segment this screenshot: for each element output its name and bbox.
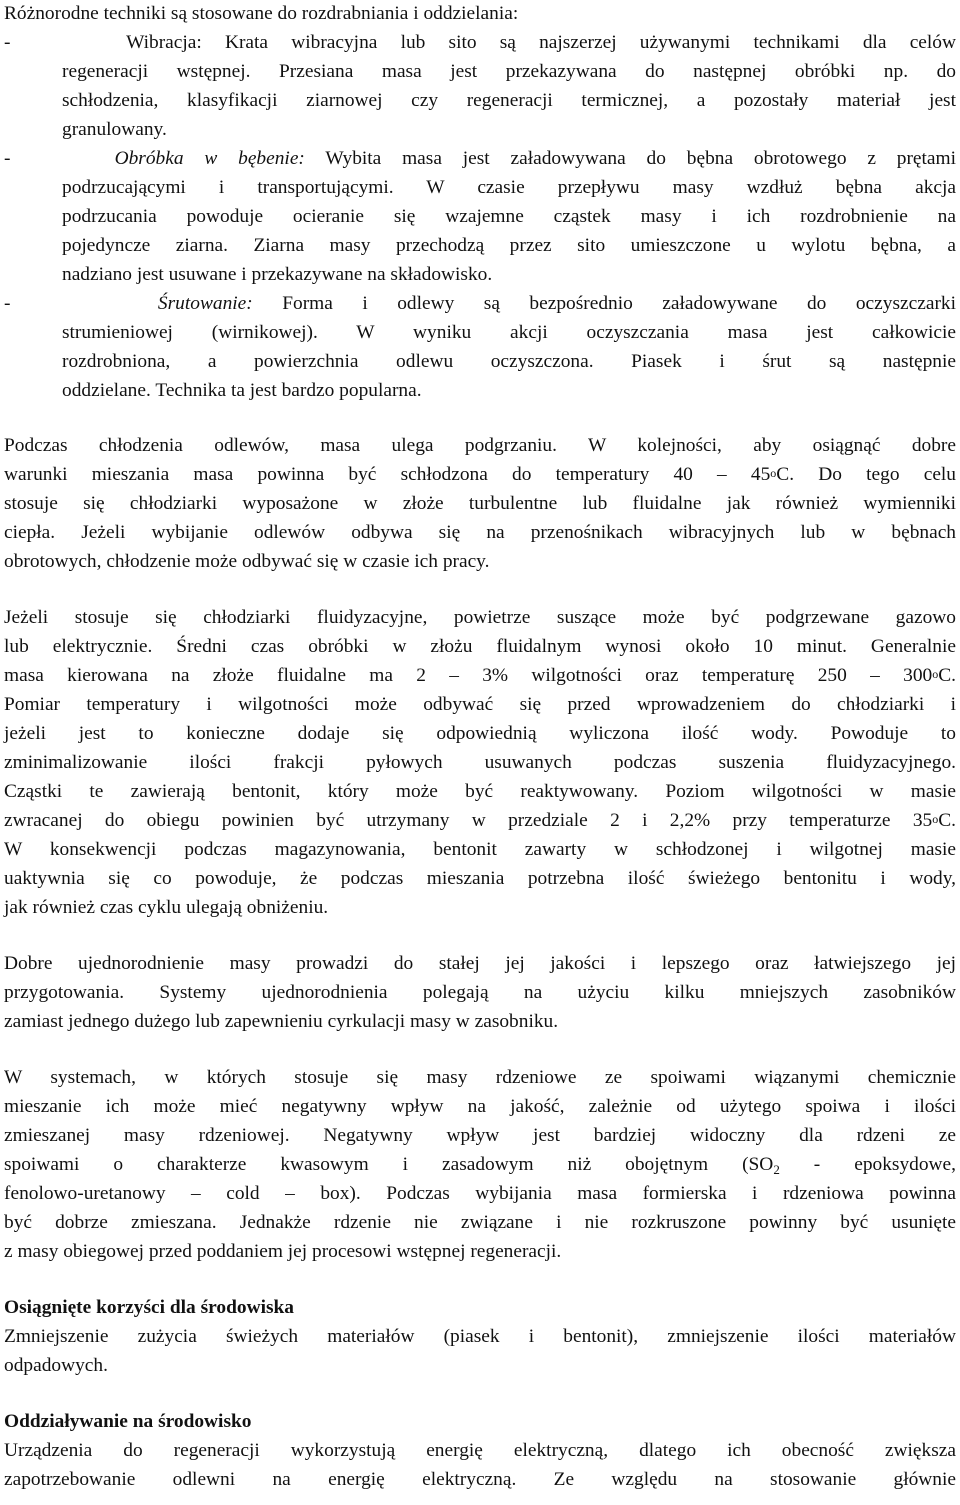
text: - epoksydowe, xyxy=(779,1154,957,1175)
paragraph-line: W systemach, w których stosuje się masy rdzeniowe ze spoiwami wiązanymi chemicznie xyxy=(4,1067,956,1088)
list-item-line: granulowany. xyxy=(62,119,167,140)
text: C. xyxy=(938,665,956,686)
list-item-line: podrzucającymi i transportującymi. W czasie przepływu masy wzdłuż bębna akcja xyxy=(62,177,956,198)
subscript: 2 xyxy=(773,1162,780,1177)
text: Wybita masa jest załadowywana do bębna obrotowego z prętami xyxy=(304,148,956,169)
list-item-line: pojedyncze ziarna. Ziarna masy przechodzą przez sito umieszczone u wylotu bębna, a xyxy=(62,235,956,256)
paragraph-line: mieszanie ich może mieć negatywny wpływ na jakość, zależnie od użytego spoiwa i ilości xyxy=(4,1096,956,1117)
list-item-line: strumieniowej (wirnikowej). W wyniku akcji oczyszczania masa jest całkowicie xyxy=(62,322,956,343)
paragraph-line xyxy=(4,460,956,489)
paragraph-line: z masy obiegowej przed poddaniem jej procesowi wstępnej regeneracji. xyxy=(4,1241,562,1262)
paragraph-line xyxy=(4,661,956,690)
paragraph-line: obrotowych, chłodzenie może odbywać się w czasie ich pracy. xyxy=(4,551,490,572)
paragraph-line: być dobrze zmieszana. Jednakże rdzenie nie związane i nie rozkruszone powinny być usunięte xyxy=(4,1212,956,1233)
paragraph-line: jak również czas cyklu ulegają obniżeniu. xyxy=(4,897,329,918)
text: zwracanej do obiegu powinien być utrzymany w przedziale 2 i 2,2% przy temperaturze 35 xyxy=(4,810,933,831)
degree-superscript: o xyxy=(770,466,777,480)
paragraph-line: zmieszanej masy rdzeniowej. Negatywny wpływ jest bardziej widoczny dla rdzeni ze xyxy=(4,1125,956,1146)
dash: - xyxy=(4,293,11,314)
paragraph-line xyxy=(4,1150,956,1179)
text: spoiwami o charakterze kwasowym i zasadowym niż obojętnym (SO xyxy=(4,1154,774,1175)
paragraph-line: zamiast jednego dużego lub zapewnieniu cyrkulacji masy w zasobniku. xyxy=(4,1011,559,1032)
section-heading: Oddziaływanie na środowisko xyxy=(4,1411,252,1432)
paragraph-line: Zmniejszenie zużycia świeżych materiałów (piasek i bentonit), zmniejszenie ilości materiałów xyxy=(4,1326,956,1347)
list-item-line: nadziano jest usuwane i przekazywane na składowisko. xyxy=(62,264,493,285)
text: masa kierowana na złoże fluidalne ma 2 – 3% wilgotności oraz temperaturę 250 – 300 xyxy=(4,665,933,686)
text: warunki mieszania masa powinna być schłodzona do temperatury 40 – 45 xyxy=(4,464,771,485)
list-item-line: schłodzenia, klasyfikacji ziarnowej czy regeneracji termicznej, a pozostały materiał jest xyxy=(62,90,956,111)
list-item-line: podrzucania powoduje ocieranie się wzajemne cząstek masy i ich rozdrobnienie na xyxy=(62,206,956,227)
paragraph-line: fenolowo-uretanowy – cold – box). Podczas wybijania masa formierska i rdzeniowa powinna xyxy=(4,1183,956,1204)
paragraph-line xyxy=(4,806,956,835)
paragraph-line: Pomiar temperatury i wilgotności może odbywać się przed wprowadzeniem do chłodziarki i xyxy=(4,694,956,715)
text: C. xyxy=(938,810,956,831)
intro-line: Różnorodne techniki są stosowane do rozdrabniania i oddzielania: xyxy=(4,3,519,24)
list-item-line: oddzielane. Technika ta jest bardzo popularna. xyxy=(62,380,422,401)
section-heading: Osiągnięte korzyści dla środowiska xyxy=(4,1297,294,1318)
paragraph-line: stosuje się chłodziarki wyposażone w złoże turbulentne lub fluidalne jak również wymienniki xyxy=(4,493,956,514)
paragraph-line: Cząstki te zawierają bentonit, który może być reaktywowany. Poziom wilgotności w masie xyxy=(4,781,956,802)
paragraph-line: jeżeli jest to konieczne dodaje się odpowiednią wyliczona ilość wody. Powoduje to xyxy=(4,723,956,744)
dash: - xyxy=(4,148,11,169)
text: C. Do tego celu xyxy=(776,464,957,485)
dash: - xyxy=(4,32,11,53)
list-item-line: rozdrobniona, a powierzchnia odlewu oczyszczona. Piasek i śrut są następnie xyxy=(62,351,956,372)
list-item-srutowanie-line xyxy=(4,289,956,318)
paragraph-line: lub elektrycznie. Średni czas obróbki w złożu fluidalnym wynosi około 10 minut. Generalnie xyxy=(4,636,956,657)
degree-superscript: o xyxy=(932,812,939,826)
paragraph-line: zminimalizowanie ilości frakcji pyłowych usuwanych podczas suszenia fluidyzacyjnego. xyxy=(4,752,956,773)
paragraph-line: Dobre ujednorodnienie masy prowadzi do stałej jej jakości i lepszego oraz łatwiejszego jej xyxy=(4,953,956,974)
text: Forma i odlewy są bezpośrednio załadowywane do oczyszczarki xyxy=(252,293,956,314)
paragraph-line: zapotrzebowanie odlewni na energię elektryczną. Ze względu na stosowanie głównie xyxy=(4,1469,956,1490)
paragraph-line: przygotowania. Systemy ujednorodnienia polegają na użyciu kilku mniejszych zasobników xyxy=(4,982,956,1003)
paragraph-line: Podczas chłodzenia odlewów, masa ulega podgrzaniu. W kolejności, aby osiągnąć dobre xyxy=(4,435,956,456)
paragraph-line: odpadowych. xyxy=(4,1355,108,1376)
paragraph-line: W konsekwencji podczas magazynowania, bentonit zawarty w schłodzonej i wilgotnej masie xyxy=(4,839,956,860)
list-item-bebnie-line xyxy=(4,144,956,173)
list-item-wibracja-line xyxy=(4,28,956,57)
degree-superscript: o xyxy=(932,667,939,681)
paragraph-line: ciepła. Jeżeli wybijanie odlewów odbywa się na przenośnikach wibracyjnych lub w bębnach xyxy=(4,522,956,543)
term-wibracja: Wibracja xyxy=(126,32,197,53)
list-item-line: regeneracji wstępnej. Przesiana masa jest przekazywana do następnej obróbki np. do xyxy=(62,61,956,82)
paragraph-line: uaktywnia się co powoduje, że podczas mieszania potrzebna ilość świeżego bentonitu i wody, xyxy=(4,868,956,889)
term-obrobka-w-bebnie: Obróbka w bębenie: xyxy=(114,148,305,169)
paragraph-line: Urządzenia do regeneracji wykorzystują energię elektryczną, dlatego ich obecność zwiększa xyxy=(4,1440,956,1461)
term-srutowanie: Śrutowanie: xyxy=(157,293,253,314)
text: : Krata wibracyjna lub sito są najszerzej używanymi technikami dla celów xyxy=(196,32,957,53)
paragraph-line: Jeżeli stosuje się chłodziarki fluidyzacyjne, powietrze suszące może być podgrzewane gazowo xyxy=(4,607,956,628)
